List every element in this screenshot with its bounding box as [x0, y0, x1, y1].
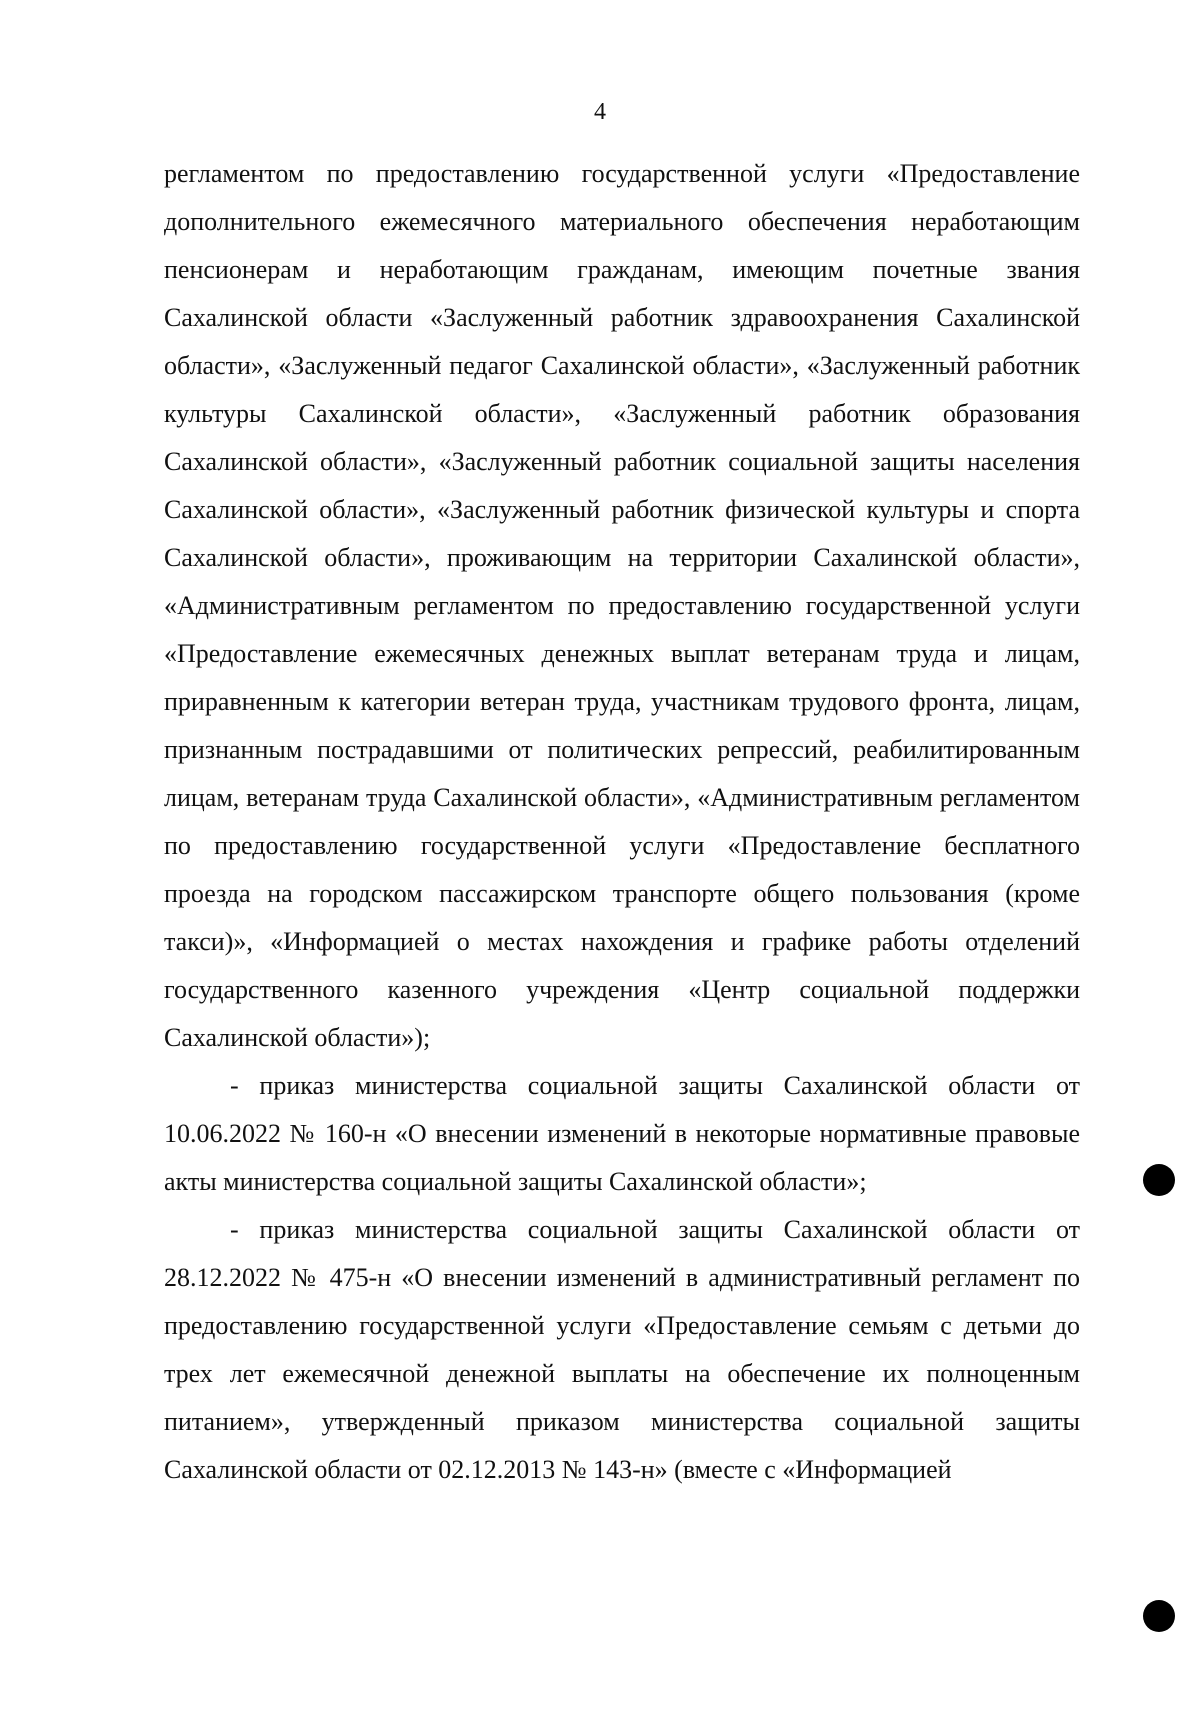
page-number: 4: [594, 99, 606, 125]
paragraph-continued: регламентом по предоставлению государственной услуги «Предоставление дополнительного ежемесячного материального обеспечения неработающим пенсионерам и неработающим гражданам, имеющим почетные звания Сахалинской области «Заслуженный работник здравоохранения Сахалинской области», «Заслуженный педагог Сахалинской области», «Заслуженный работник культуры Сахалинской области», «Заслуженный работник образования Сахалинской области», «Заслуженный работник социальной защиты населения Сахалинской области», «Заслуженный работник физической культуры и спорта Сахалинской области», проживающим на территории Сахалинской области», «Административным регламентом по предоставлению государственной услуги «Предоставление ежемесячных денежных выплат ветеранам труда и лицам, приравненным к категории ветеран труда, участникам трудового фронта, лицам, признанным пострадавшими от политических репрессий, реабилитированным лицам, ветеранам труда Сахалинской области», «Административным регламентом по предоставлению государственной услуги «Предоставление бесплатного проезда на городском пассажирском транспорте общего пользования (кроме такси)», «Информацией о местах нахождения и графике работы отделений государственного казенного учреждения «Центр социальной поддержки Сахалинской области»);: [164, 159, 1080, 1052]
paragraph-order-475n: - приказ министерства социальной защиты Сахалинской области от 28.12.2022 № 475-н «О внесении изменений в административный регламент по предоставлению государственной услуги «Предоставление семьям с детьми до трех лет ежемесячной денежной выплаты на обеспечение их полноценным питанием», утвержденный приказом министерства социальной защиты Сахалинской области от 02.12.2013 № 143-н» (вместе с «Информацией: [164, 1215, 1080, 1484]
paragraph-order-160n: - приказ министерства социальной защиты Сахалинской области от 10.06.2022 № 160-н «О внесении изменений в некоторые нормативные правовые акты министерства социальной защиты Сахалинской области»;: [164, 1071, 1080, 1196]
hole-punch-mark: [1143, 1600, 1175, 1632]
document-body: [164, 150, 1080, 1494]
hole-punch-mark: [1143, 1164, 1175, 1196]
